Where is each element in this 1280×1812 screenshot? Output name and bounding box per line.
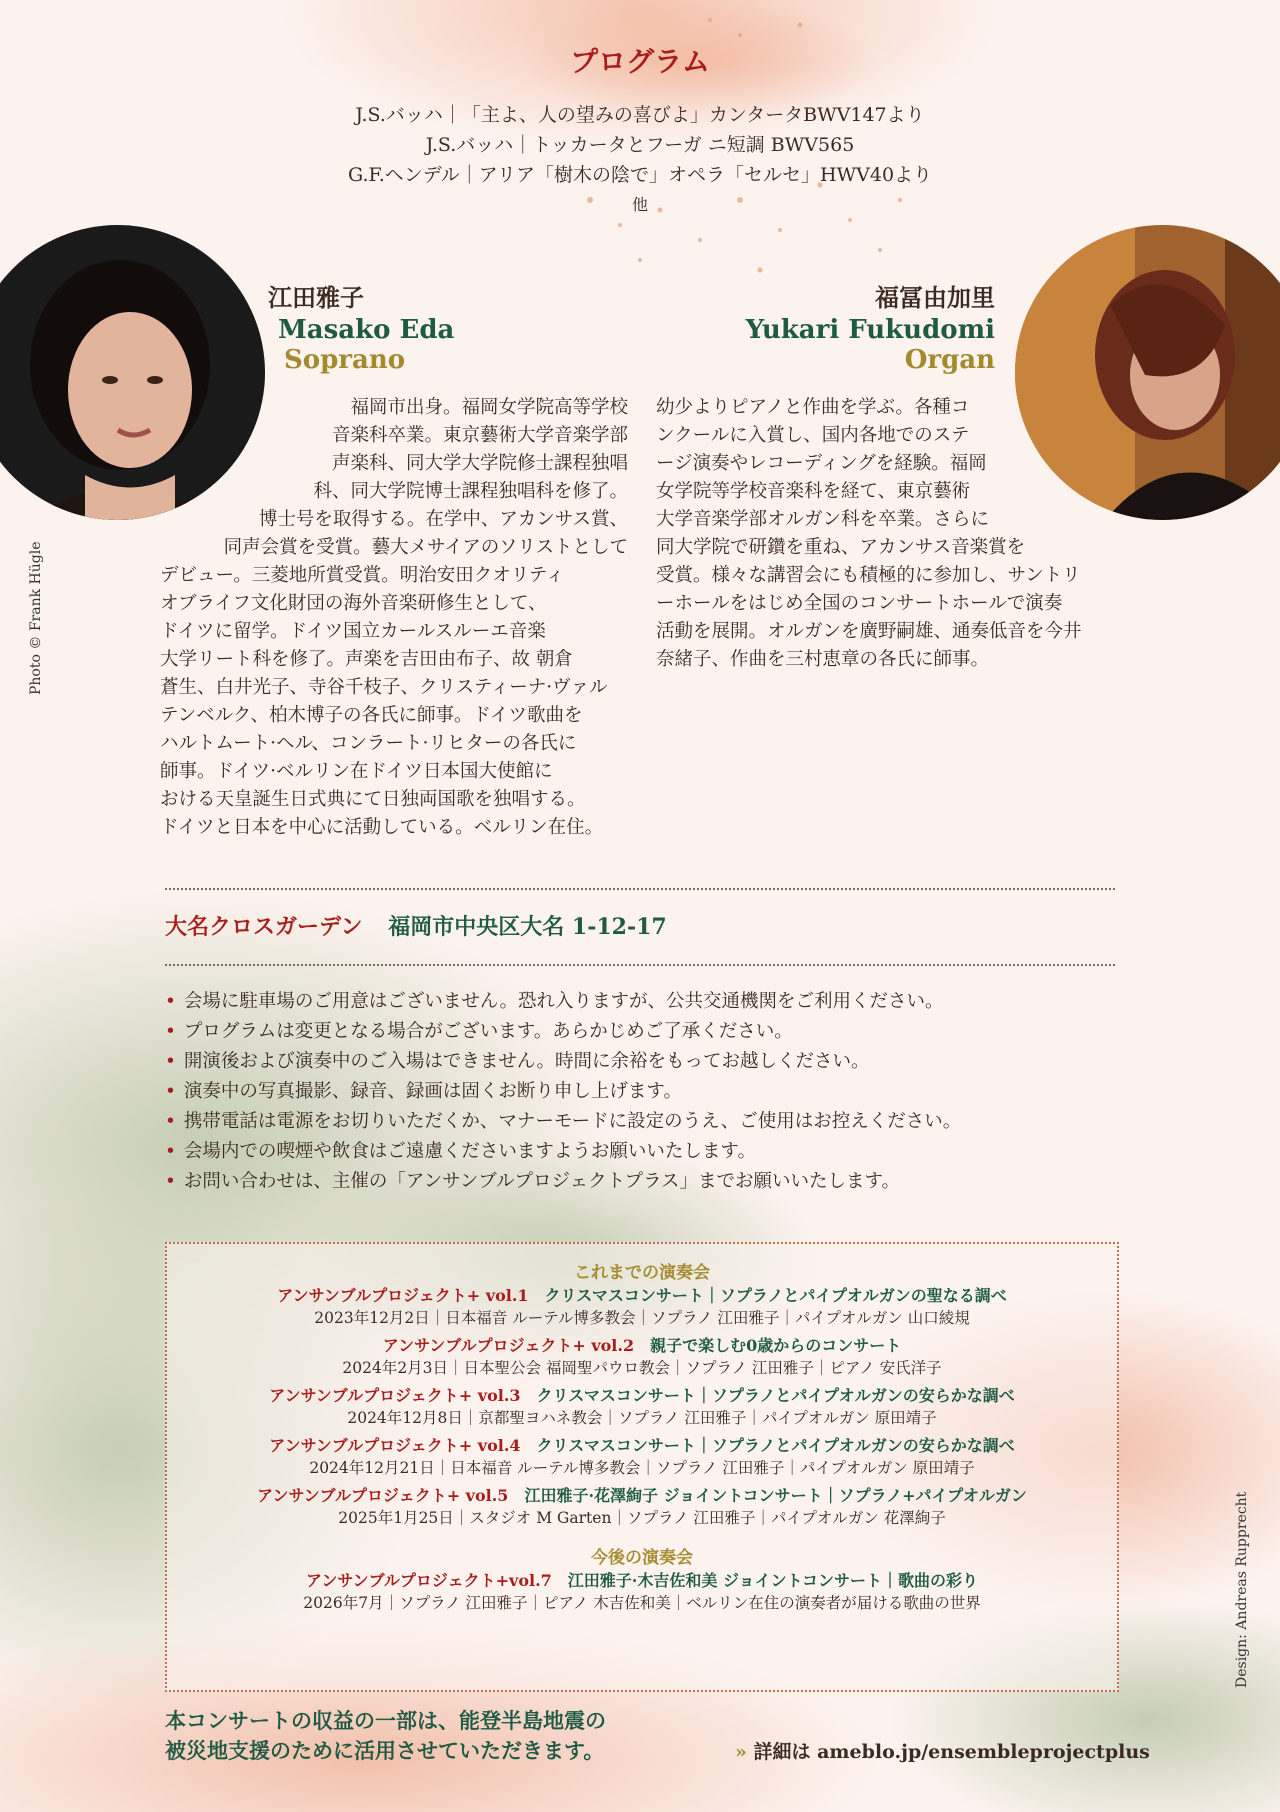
list-item: • お問い合わせは、主催の「アンサンブルプロジェクトプラス」までお願いいたします。 bbox=[165, 1167, 961, 1197]
bio-line: 蒼生、白井光子、寺谷千枝子、クリスティーナ·ヴァル bbox=[160, 677, 608, 698]
event-series: アンサンブルプロジェクト+ vol.2 bbox=[382, 1336, 635, 1355]
bio-line: ンクールに入賞し、国内各地でのステ bbox=[656, 425, 970, 446]
event-series: アンサンブルプロジェクト+ vol.5 bbox=[257, 1486, 509, 1505]
bio-line: ドイツに留学。ドイツ国立カールスルーエ音楽 bbox=[160, 621, 546, 642]
venue-address: 福岡市中央区大名 1-12-17 bbox=[388, 914, 667, 940]
venue bbox=[165, 910, 667, 941]
bio-line: おける天皇誕生日式典にて日独両国歌を独唱する。 bbox=[160, 789, 586, 810]
soprano-bio bbox=[160, 394, 628, 842]
event-series: アンサンブルプロジェクト+vol.7 bbox=[306, 1571, 552, 1590]
list-item bbox=[167, 1485, 1117, 1529]
bio-line: ージ演奏やレコーディングを経験。福岡 bbox=[656, 453, 987, 474]
bio-line: 大学音楽学部オルガン科を卒業。さらに bbox=[656, 509, 990, 530]
bio-line: 科、同大学院博士課程独唱科を修了。 bbox=[313, 481, 628, 502]
charity-line: 被災地支援のために活用させていただきます。 bbox=[165, 1738, 605, 1763]
divider bbox=[165, 964, 1115, 966]
list-item: • 開演後および演奏中のご入場はできません。時間に余裕をもってお越しください。 bbox=[165, 1047, 961, 1077]
list-item: • 演奏中の写真撮影、録音、録画は固くお断り申し上げます。 bbox=[165, 1077, 961, 1107]
future-heading: 今後の演奏会 bbox=[591, 1548, 693, 1568]
chevron-right-icon: » bbox=[735, 1741, 747, 1763]
event-title: クリスマスコンサート｜ソプラノとパイプオルガンの安らかな調べ bbox=[536, 1386, 1015, 1405]
list-item bbox=[167, 1285, 1117, 1329]
charity-note bbox=[165, 1706, 606, 1766]
bio-line: デビュー。三菱地所賞受賞。明治安田クオリティ bbox=[160, 565, 565, 586]
list-item bbox=[167, 1570, 1117, 1614]
event-series: アンサンブルプロジェクト+ vol.4 bbox=[269, 1436, 521, 1455]
organist-bio bbox=[656, 394, 1126, 674]
bio-line: ーホールをはじめ全国のコンサートホールで演奏 bbox=[656, 593, 1063, 614]
event-details: 2026年7月｜ソプラノ 江田雅子｜ピアノ 木吉佐和美｜ベルリン在住の演奏者が届ける歌曲の世界 bbox=[303, 1594, 981, 1612]
program-list bbox=[200, 100, 1080, 220]
program-item: G.F.ヘンデル｜アリア「樹木の陰で」オペラ「セルセ」HWV40より bbox=[347, 164, 933, 186]
design-credit: Design: Andreas Rupprecht bbox=[1234, 1491, 1250, 1688]
soprano-role: Soprano bbox=[284, 345, 406, 375]
list-item bbox=[167, 1335, 1117, 1379]
event-title: 江田雅子·花澤絢子 ジョイントコンサート｜ソプラノ+パイプオルガン bbox=[524, 1486, 1027, 1505]
list-item bbox=[167, 1385, 1117, 1429]
list-item: • 会場に駐車場のご用意はございません。恐れ入りますが、公共交通機関をご利用ください。 bbox=[165, 987, 961, 1017]
bio-line: 女学院等学校音楽科を経て、東京藝術 bbox=[656, 481, 971, 502]
bio-line: 音楽科卒業。東京藝術大学音楽学部 bbox=[331, 425, 628, 446]
past-heading: これまでの演奏会 bbox=[574, 1263, 710, 1283]
program-title: プログラム bbox=[570, 45, 710, 78]
bio-line: ハルトムート·ヘル、コンラート·リヒターの各氏に bbox=[160, 733, 577, 754]
concert-history-box bbox=[165, 1242, 1119, 1692]
list-item: • 会場内での喫煙や飲食はご遠慮くださいますようお願いいたします。 bbox=[165, 1137, 961, 1167]
bio-line: 受賞。様々な講習会にも積極的に参加し、サントリ bbox=[656, 565, 1081, 586]
bio-line: 奈緒子、作曲を三村恵章の各氏に師事。 bbox=[656, 649, 990, 670]
bio-line: 同声会賞を受賞。藝大メサイアのソリストとして bbox=[223, 537, 628, 558]
bio-line: 同大学院で研鑽を重ね、アカンサス音楽賞を bbox=[656, 537, 1026, 558]
divider bbox=[165, 888, 1115, 890]
program-item: J.S.バッハ｜トッカータとフーガ ニ短調 BWV565 bbox=[425, 134, 855, 156]
bio-line: 大学リート科を修了。声楽を吉田由布子、故 朝倉 bbox=[160, 649, 573, 670]
event-details: 2025年1月25日｜スタジオ M Garten｜ソプラノ 江田雅子｜パイプオルガン 花澤絢子 bbox=[338, 1509, 946, 1527]
bio-line: 活動を展開。オルガンを廣野嗣雄、通奏低音を今井 bbox=[656, 621, 1082, 642]
bio-line: 師事。ドイツ·ベルリン在ドイツ日本国大使館に bbox=[160, 761, 553, 782]
charity-line: 本コンサートの収益の一部は、能登半島地震の bbox=[165, 1708, 606, 1733]
event-details: 2023年12月2日｜日本福音 ルーテル博多教会｜ソプラノ 江田雅子｜パイプオルガン 山口綾規 bbox=[314, 1309, 970, 1327]
event-title: 江田雅子·木吉佐和美 ジョイントコンサート｜歌曲の彩り bbox=[567, 1571, 978, 1590]
organist-role: Organ bbox=[904, 345, 995, 375]
photo-credit: Photo © Frank Hügle bbox=[28, 541, 44, 695]
organist-name-jp: 福冨由加里 bbox=[875, 283, 995, 312]
event-series: アンサンブルプロジェクト+ vol.1 bbox=[277, 1286, 529, 1305]
event-title: 親子で楽しむ0歳からのコンサート bbox=[650, 1336, 902, 1355]
list-item bbox=[167, 1435, 1117, 1479]
details-link[interactable] bbox=[735, 1737, 1150, 1764]
organist-name-en: Yukari Fukudomi bbox=[745, 315, 995, 345]
bio-line: 幼少よりピアノと作曲を学ぶ。各種コ bbox=[656, 397, 970, 418]
bio-line: 声楽科、同大学大学院修士課程独唱 bbox=[331, 453, 628, 474]
list-item: • 携帯電話は電源をお切りいただくか、マナーモードに設定のうえ、ご使用はお控えください。 bbox=[165, 1107, 961, 1137]
bio-line: オブライフ文化財団の海外音楽研修生として、 bbox=[160, 593, 547, 614]
event-details: 2024年12月8日｜京都聖ヨハネ教会｜ソプラノ 江田雅子｜パイプオルガン 原田靖子 bbox=[347, 1409, 937, 1427]
notes-list bbox=[165, 987, 961, 1197]
program-item: J.S.バッハ｜「主よ、人の望みの喜びよ」カンタータBWV147より bbox=[355, 104, 925, 126]
event-series: アンサンブルプロジェクト+ vol.3 bbox=[269, 1386, 521, 1405]
bio-line: 福岡市出身。福岡女学院高等学校 bbox=[350, 397, 628, 418]
event-details: 2024年12月21日｜日本福音 ルーテル博多教会｜ソプラノ 江田雅子｜パイプオルガン 原田靖子 bbox=[309, 1459, 975, 1477]
bio-line: 博士号を取得する。在学中、アカンサス賞、 bbox=[258, 509, 628, 530]
venue-name: 大名クロスガーデン bbox=[165, 914, 363, 940]
details-link-text[interactable]: 詳細は ameblo.jp/ensembleprojectplus bbox=[753, 1741, 1150, 1763]
bio-line: ドイツと日本を中心に活動している。ベルリン在住。 bbox=[160, 817, 604, 838]
organist-heading bbox=[746, 278, 995, 375]
program-item: 他 bbox=[631, 195, 648, 214]
soprano-name-jp: 江田雅子 bbox=[268, 283, 364, 312]
list-item: • プログラムは変更となる場合がございます。あらかじめご了承ください。 bbox=[165, 1017, 961, 1047]
soprano-name-en: Masako Eda bbox=[278, 315, 455, 345]
event-details: 2024年2月3日｜日本聖公会 福岡聖パウロ教会｜ソプラノ 江田雅子｜ピアノ 安氏洋子 bbox=[342, 1359, 942, 1377]
soprano-heading bbox=[268, 278, 454, 375]
event-title: クリスマスコンサート｜ソプラノとパイプオルガンの安らかな調べ bbox=[536, 1436, 1015, 1455]
event-title: クリスマスコンサート｜ソプラノとパイプオルガンの聖なる調べ bbox=[544, 1286, 1007, 1305]
bio-line: テンベルク、柏木博子の各氏に師事。ドイツ歌曲を bbox=[160, 705, 583, 726]
